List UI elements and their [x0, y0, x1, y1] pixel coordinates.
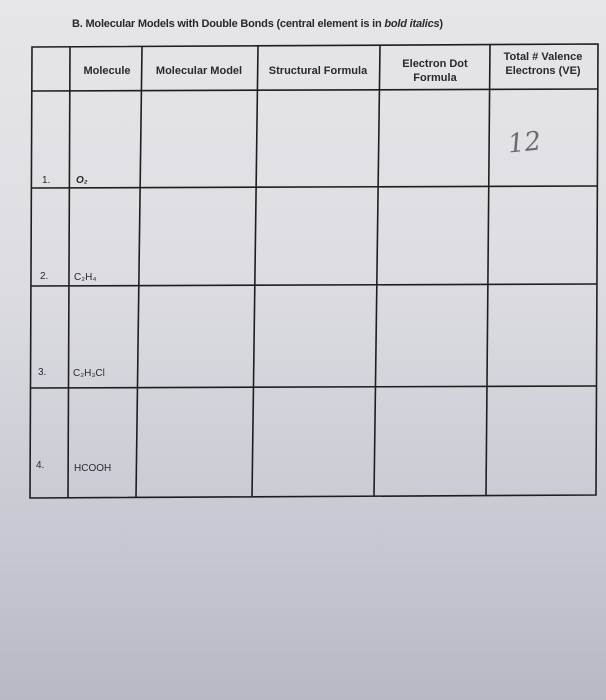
row-number-4: 4.	[36, 460, 45, 471]
column-header-molecular-model: Molecular Model	[155, 65, 243, 77]
heading-suffix: )	[439, 18, 443, 30]
molecule-formula-4: HCOOH	[74, 463, 112, 474]
handwritten-valence-count: 12	[506, 126, 543, 160]
heading-emphasis: bold italics	[384, 18, 440, 30]
column-header-structural-formula: Structural Formula	[268, 65, 368, 77]
heading-prefix: B. Molecular Models with Double Bonds (central element is in	[72, 18, 385, 30]
column-header-total-valence-electrons: Total # Valence Electrons (VE)	[503, 51, 583, 77]
molecule-formula-1: O₂	[76, 175, 88, 186]
row-number-2: 2.	[40, 271, 49, 282]
molecule-formula-2: C₂H₄	[74, 272, 97, 283]
row-number-1: 1.	[42, 175, 51, 186]
molecule-formula-3: C₂H₃Cl	[73, 368, 105, 379]
column-header-electron-dot-formula: Electron Dot Formula	[402, 58, 468, 84]
row-number-3: 3.	[38, 367, 47, 378]
column-header-molecule: Molecule	[83, 65, 131, 77]
